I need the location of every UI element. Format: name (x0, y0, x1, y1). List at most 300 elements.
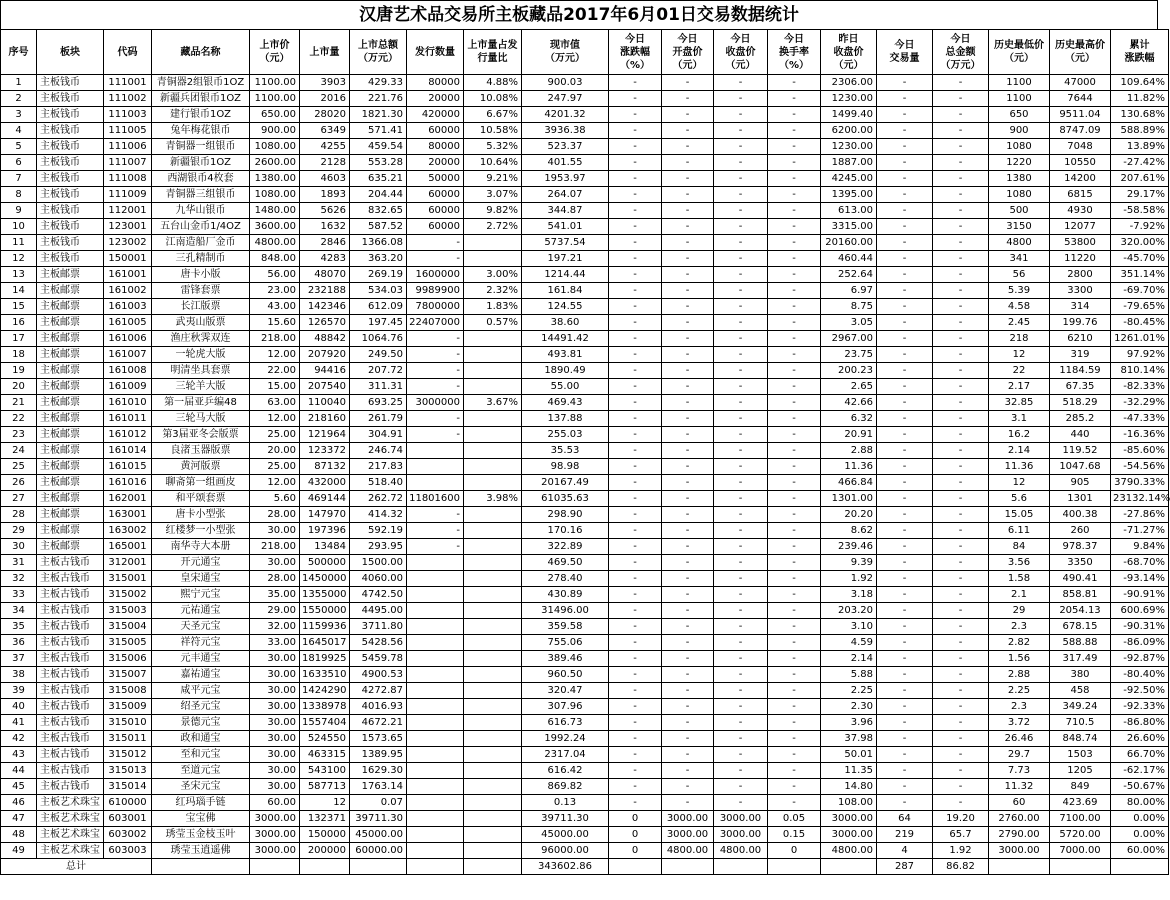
table-cell: 1380 (989, 171, 1050, 187)
table-cell: 建行银币1OZ (152, 107, 250, 123)
table-cell: 111005 (104, 123, 152, 139)
table-cell: 20.00 (250, 443, 300, 459)
table-cell: 11.35 (821, 763, 877, 779)
column-header (609, 30, 662, 75)
table-cell: 755.06 (522, 635, 609, 651)
table-cell: - (714, 779, 768, 795)
table-cell: 一轮虎大版 (152, 347, 250, 363)
table-cell: 5.60 (250, 491, 300, 507)
table-cell: 315001 (104, 571, 152, 587)
table-cell: 嘉祐通宝 (152, 667, 250, 683)
table-cell: 2.88 (821, 443, 877, 459)
header-line: 现市值 (550, 40, 580, 51)
table-cell: 22.00 (250, 363, 300, 379)
table-cell: - (933, 187, 989, 203)
table-cell: 23 (1, 427, 37, 443)
table-cell: 2760.00 (989, 811, 1050, 827)
table-cell: 217.83 (350, 459, 407, 475)
table-cell: 0.05 (768, 811, 821, 827)
table-cell: - (662, 715, 714, 731)
table-row (1, 555, 1169, 571)
table-cell (464, 635, 522, 651)
table-row (1, 91, 1169, 107)
table-cell: 207.72 (350, 363, 407, 379)
table-cell: - (877, 299, 933, 315)
header-line: 收盘价 (725, 46, 756, 58)
trading-data-table (0, 29, 1169, 875)
table-cell: - (877, 411, 933, 427)
header-row (1, 30, 1169, 75)
table-cell: 80.00% (1111, 795, 1169, 811)
table-row (1, 699, 1169, 715)
table-cell: 23.75 (821, 347, 877, 363)
table-cell: - (768, 75, 821, 91)
table-cell: 221.76 (350, 91, 407, 107)
table-cell: - (768, 459, 821, 475)
table-cell: 2016 (300, 91, 350, 107)
table-cell (464, 411, 522, 427)
table-cell: - (714, 603, 768, 619)
table-cell: - (609, 411, 662, 427)
table-cell: 60000 (407, 203, 464, 219)
table-cell: 4.58 (989, 299, 1050, 315)
table-cell: 432000 (300, 475, 350, 491)
table-cell: 30.00 (250, 651, 300, 667)
table-cell (407, 619, 464, 635)
table-cell: - (877, 779, 933, 795)
table-cell: 315005 (104, 635, 152, 651)
table-cell: 23132.14% (1111, 491, 1169, 507)
table-cell: 55.00 (522, 379, 609, 395)
table-cell: 848.00 (250, 251, 300, 267)
table-cell: - (609, 459, 662, 475)
table-cell: 3000.00 (250, 827, 300, 843)
table-row (1, 843, 1169, 859)
table-cell: 304.91 (350, 427, 407, 443)
table-cell: 260 (1050, 523, 1111, 539)
table-cell: - (933, 747, 989, 763)
table-cell: 312001 (104, 555, 152, 571)
table-cell: 6815 (1050, 187, 1111, 203)
header-line: （元） (1065, 53, 1095, 64)
table-cell: - (877, 523, 933, 539)
table-cell: 1893 (300, 187, 350, 203)
table-row (1, 539, 1169, 555)
table-cell: - (714, 267, 768, 283)
table-row (1, 507, 1169, 523)
table-cell: - (714, 507, 768, 523)
table-cell: - (933, 651, 989, 667)
table-cell: - (768, 123, 821, 139)
table-cell: 10.64% (464, 155, 522, 171)
table-cell: 60.00 (250, 795, 300, 811)
table-cell: - (877, 315, 933, 331)
table-cell: - (407, 347, 464, 363)
header-line: 今日 (950, 33, 971, 45)
table-cell: 主板邮票 (37, 411, 104, 427)
table-cell: 60000.00 (350, 843, 407, 859)
table-cell: 主板邮票 (37, 475, 104, 491)
table-cell: 252.64 (821, 267, 877, 283)
table-cell: 3.72 (989, 715, 1050, 731)
table-cell: 3315.00 (821, 219, 877, 235)
table-cell: 31496.00 (522, 603, 609, 619)
table-cell: 1100.00 (250, 91, 300, 107)
table-row (1, 667, 1169, 683)
table-cell: - (662, 747, 714, 763)
table-cell: 199.76 (1050, 315, 1111, 331)
table-cell: 49 (1, 843, 37, 859)
table-cell: 主板钱币 (37, 235, 104, 251)
table-cell: - (768, 651, 821, 667)
table-cell: - (662, 203, 714, 219)
header-line: 涨跌幅 (1124, 53, 1155, 64)
table-cell (464, 443, 522, 459)
table-cell (407, 747, 464, 763)
table-cell: 53800 (1050, 235, 1111, 251)
table-cell: 60.00% (1111, 843, 1169, 859)
table-cell: - (714, 187, 768, 203)
table-cell: - (877, 427, 933, 443)
table-cell: 主板邮票 (37, 283, 104, 299)
table-cell: 161015 (104, 459, 152, 475)
table-cell: 430.89 (522, 587, 609, 603)
table-cell: 2.3 (989, 699, 1050, 715)
table-cell: - (933, 475, 989, 491)
table-cell: -58.58% (1111, 203, 1169, 219)
table-row (1, 347, 1169, 363)
table-cell: - (609, 683, 662, 699)
table-cell (464, 507, 522, 523)
table-cell: - (609, 731, 662, 747)
table-cell: - (609, 379, 662, 395)
table-cell: 19.20 (933, 811, 989, 827)
table-cell: 47 (1, 811, 37, 827)
table-cell: 13484 (300, 539, 350, 555)
table-cell: 161010 (104, 395, 152, 411)
table-row (1, 187, 1169, 203)
table-cell: 12.00 (250, 475, 300, 491)
table-cell: 30.00 (250, 763, 300, 779)
table-cell: 5.6 (989, 491, 1050, 507)
header-line: 发行数量 (415, 46, 455, 58)
table-cell: 0.15 (768, 827, 821, 843)
table-cell: - (933, 267, 989, 283)
table-cell: - (714, 443, 768, 459)
table-cell: - (609, 363, 662, 379)
table-cell: - (768, 507, 821, 523)
table-cell: - (877, 235, 933, 251)
table-cell: - (877, 123, 933, 139)
table-cell: 3300 (1050, 283, 1111, 299)
table-cell: 587713 (300, 779, 350, 795)
table-cell: 3000.00 (250, 843, 300, 859)
table-cell: 江南造船厂金币 (152, 235, 250, 251)
table-cell: -69.70% (1111, 283, 1169, 299)
table-cell: 主板邮票 (37, 363, 104, 379)
table-cell: - (933, 459, 989, 475)
header-line: 涨跌幅 (620, 46, 650, 58)
table-cell (407, 603, 464, 619)
table-cell: 47000 (1050, 75, 1111, 91)
column-header (407, 30, 464, 75)
table-cell: 269.19 (350, 267, 407, 283)
table-cell (464, 251, 522, 267)
table-cell: - (933, 283, 989, 299)
table-cell: - (933, 523, 989, 539)
table-cell: 315009 (104, 699, 152, 715)
table-cell: - (714, 363, 768, 379)
total-row (1, 859, 1169, 875)
table-cell: 15.00 (250, 379, 300, 395)
table-cell: 主板古钱币 (37, 699, 104, 715)
table-cell: 主板古钱币 (37, 667, 104, 683)
table-cell: 108.00 (821, 795, 877, 811)
table-cell (407, 699, 464, 715)
table-cell: 650.00 (250, 107, 300, 123)
table-cell: - (877, 571, 933, 587)
table-cell: 26 (1, 475, 37, 491)
table-cell: 553.28 (350, 155, 407, 171)
table-cell: 政和通宝 (152, 731, 250, 747)
table-cell: 32.00 (250, 619, 300, 635)
table-cell: 15.60 (250, 315, 300, 331)
table-row (1, 155, 1169, 171)
header-line: 交易量 (889, 53, 920, 64)
table-cell: 635.21 (350, 171, 407, 187)
table-cell: 6200.00 (821, 123, 877, 139)
table-cell: 126570 (300, 315, 350, 331)
table-cell: 16.2 (989, 427, 1050, 443)
table-cell: 5720.00 (1050, 827, 1111, 843)
table-cell: 315013 (104, 763, 152, 779)
table-row (1, 267, 1169, 283)
table-cell: 11.32 (989, 779, 1050, 795)
table-cell: 490.41 (1050, 571, 1111, 587)
table-cell: 0.00% (1111, 811, 1169, 827)
table-cell: - (768, 411, 821, 427)
table-cell: 603003 (104, 843, 152, 859)
table-cell: - (877, 587, 933, 603)
table-cell: 3000000 (407, 395, 464, 411)
table-cell: 新疆银币1OZ (152, 155, 250, 171)
table-cell: - (933, 619, 989, 635)
table-cell: 218 (989, 331, 1050, 347)
table-cell: 298.90 (522, 507, 609, 523)
table-cell: 285.2 (1050, 411, 1111, 427)
table-cell: 363.20 (350, 251, 407, 267)
table-cell: - (768, 203, 821, 219)
table-cell: 523.37 (522, 139, 609, 155)
table-cell: 西湖银币4枚套 (152, 171, 250, 187)
table-cell: 43 (1, 747, 37, 763)
table-cell: 1080.00 (250, 187, 300, 203)
table-cell: 主板邮票 (37, 347, 104, 363)
table-cell: 17 (1, 331, 37, 347)
table-cell: - (609, 75, 662, 91)
table-cell: 119.52 (1050, 443, 1111, 459)
table-cell: 20.91 (821, 427, 877, 443)
table-cell: 12.00 (250, 347, 300, 363)
table-cell (464, 699, 522, 715)
table-cell: -27.42% (1111, 155, 1169, 171)
table-cell: 239.46 (821, 539, 877, 555)
table-cell: 1819925 (300, 651, 350, 667)
table-cell: - (609, 619, 662, 635)
table-cell: 11801600 (407, 491, 464, 507)
table-cell: 65.7 (933, 827, 989, 843)
table-cell: - (609, 427, 662, 443)
table-cell: - (662, 667, 714, 683)
table-cell: - (662, 443, 714, 459)
header-line: （%） (619, 59, 651, 71)
table-cell: - (662, 475, 714, 491)
table-cell: - (768, 779, 821, 795)
table-cell: 14200 (1050, 171, 1111, 187)
table-cell: - (933, 427, 989, 443)
table-cell: - (714, 795, 768, 811)
table-cell: - (662, 75, 714, 91)
table-cell: 534.03 (350, 283, 407, 299)
table-cell: 218.00 (250, 539, 300, 555)
table-cell: - (609, 219, 662, 235)
table-cell: 第一届亚乒编48 (152, 395, 250, 411)
table-cell: - (609, 267, 662, 283)
table-cell: 123002 (104, 235, 152, 251)
table-cell: 4800 (989, 235, 1050, 251)
table-cell: - (714, 475, 768, 491)
table-cell: 2.65 (821, 379, 877, 395)
table-cell: 518.29 (1050, 395, 1111, 411)
table-cell: - (662, 587, 714, 603)
table-cell: 9511.04 (1050, 107, 1111, 123)
table-cell: 20.20 (821, 507, 877, 523)
table-cell (464, 811, 522, 827)
table-cell: 7.73 (989, 763, 1050, 779)
table-cell (407, 779, 464, 795)
table-cell: 320.47 (522, 683, 609, 699)
table-cell: 37.98 (821, 731, 877, 747)
table-cell: -80.45% (1111, 315, 1169, 331)
table-cell (407, 459, 464, 475)
table-cell: - (609, 651, 662, 667)
table-cell: 112001 (104, 203, 152, 219)
table-row (1, 203, 1169, 219)
table-cell: 1632 (300, 219, 350, 235)
table-cell: 592.19 (350, 523, 407, 539)
table-cell: - (714, 619, 768, 635)
table-row (1, 587, 1169, 603)
table-cell (464, 475, 522, 491)
table-cell: - (933, 683, 989, 699)
table-cell: - (662, 603, 714, 619)
table-cell: - (933, 315, 989, 331)
table-cell: 1301.00 (821, 491, 877, 507)
sheet-title: 汉唐艺术品交易所主板藏品2017年6月01日交易数据统计 (0, 0, 1158, 29)
table-cell: 1230.00 (821, 139, 877, 155)
table-cell: 315004 (104, 619, 152, 635)
table-cell: 6210 (1050, 331, 1111, 347)
table-cell: - (877, 795, 933, 811)
table-cell: 4800.00 (662, 843, 714, 859)
table-cell: - (877, 75, 933, 91)
table-cell: 518.40 (350, 475, 407, 491)
table-cell (464, 731, 522, 747)
table-cell: - (933, 731, 989, 747)
table-body (1, 75, 1169, 859)
table-cell: 207.61% (1111, 171, 1169, 187)
table-cell: - (768, 443, 821, 459)
table-cell: 4255 (300, 139, 350, 155)
table-cell: 3000.00 (714, 827, 768, 843)
table-cell: 主板邮票 (37, 459, 104, 475)
table-cell: 开元通宝 (152, 555, 250, 571)
table-cell: 3000.00 (714, 811, 768, 827)
table-cell (407, 667, 464, 683)
table-cell: - (609, 331, 662, 347)
table-cell: - (714, 683, 768, 699)
table-cell: - (714, 539, 768, 555)
table-cell: - (877, 459, 933, 475)
table-cell: 111007 (104, 155, 152, 171)
table-cell (464, 363, 522, 379)
table-cell: 110040 (300, 395, 350, 411)
table-cell: - (933, 171, 989, 187)
table-cell (464, 571, 522, 587)
table-cell: 56.00 (250, 267, 300, 283)
table-cell: - (877, 347, 933, 363)
table-cell: 主板艺术珠宝 (37, 827, 104, 843)
table-cell: - (714, 747, 768, 763)
table-cell: 2.3 (989, 619, 1050, 635)
table-cell: 603001 (104, 811, 152, 827)
table-cell: 37 (1, 651, 37, 667)
table-cell: 710.5 (1050, 715, 1111, 731)
table-cell: 380 (1050, 667, 1111, 683)
table-cell: 主板古钱币 (37, 763, 104, 779)
table-row (1, 747, 1169, 763)
table-cell: 39711.30 (350, 811, 407, 827)
table-cell: 56 (989, 267, 1050, 283)
table-cell: - (933, 219, 989, 235)
table-cell: 至和元宝 (152, 747, 250, 763)
table-cell (407, 475, 464, 491)
table-cell: 161001 (104, 267, 152, 283)
table-cell: - (609, 667, 662, 683)
column-header (1, 30, 37, 75)
table-cell: - (714, 347, 768, 363)
table-cell: 5.32% (464, 139, 522, 155)
table-cell: - (768, 107, 821, 123)
table-cell: - (609, 763, 662, 779)
table-cell: 4.59 (821, 635, 877, 651)
table-cell: 124.55 (522, 299, 609, 315)
table-cell: - (609, 539, 662, 555)
table-cell: 0 (609, 827, 662, 843)
table-cell: 12077 (1050, 219, 1111, 235)
table-cell: - (407, 427, 464, 443)
table-cell: 603002 (104, 827, 152, 843)
table-cell: - (877, 155, 933, 171)
table-cell: 29.00 (250, 603, 300, 619)
table-cell: - (609, 251, 662, 267)
table-cell (407, 843, 464, 859)
table-cell: -90.91% (1111, 587, 1169, 603)
table-cell: - (407, 523, 464, 539)
table-cell (464, 347, 522, 363)
table-cell (407, 827, 464, 843)
table-cell: 22 (989, 363, 1050, 379)
